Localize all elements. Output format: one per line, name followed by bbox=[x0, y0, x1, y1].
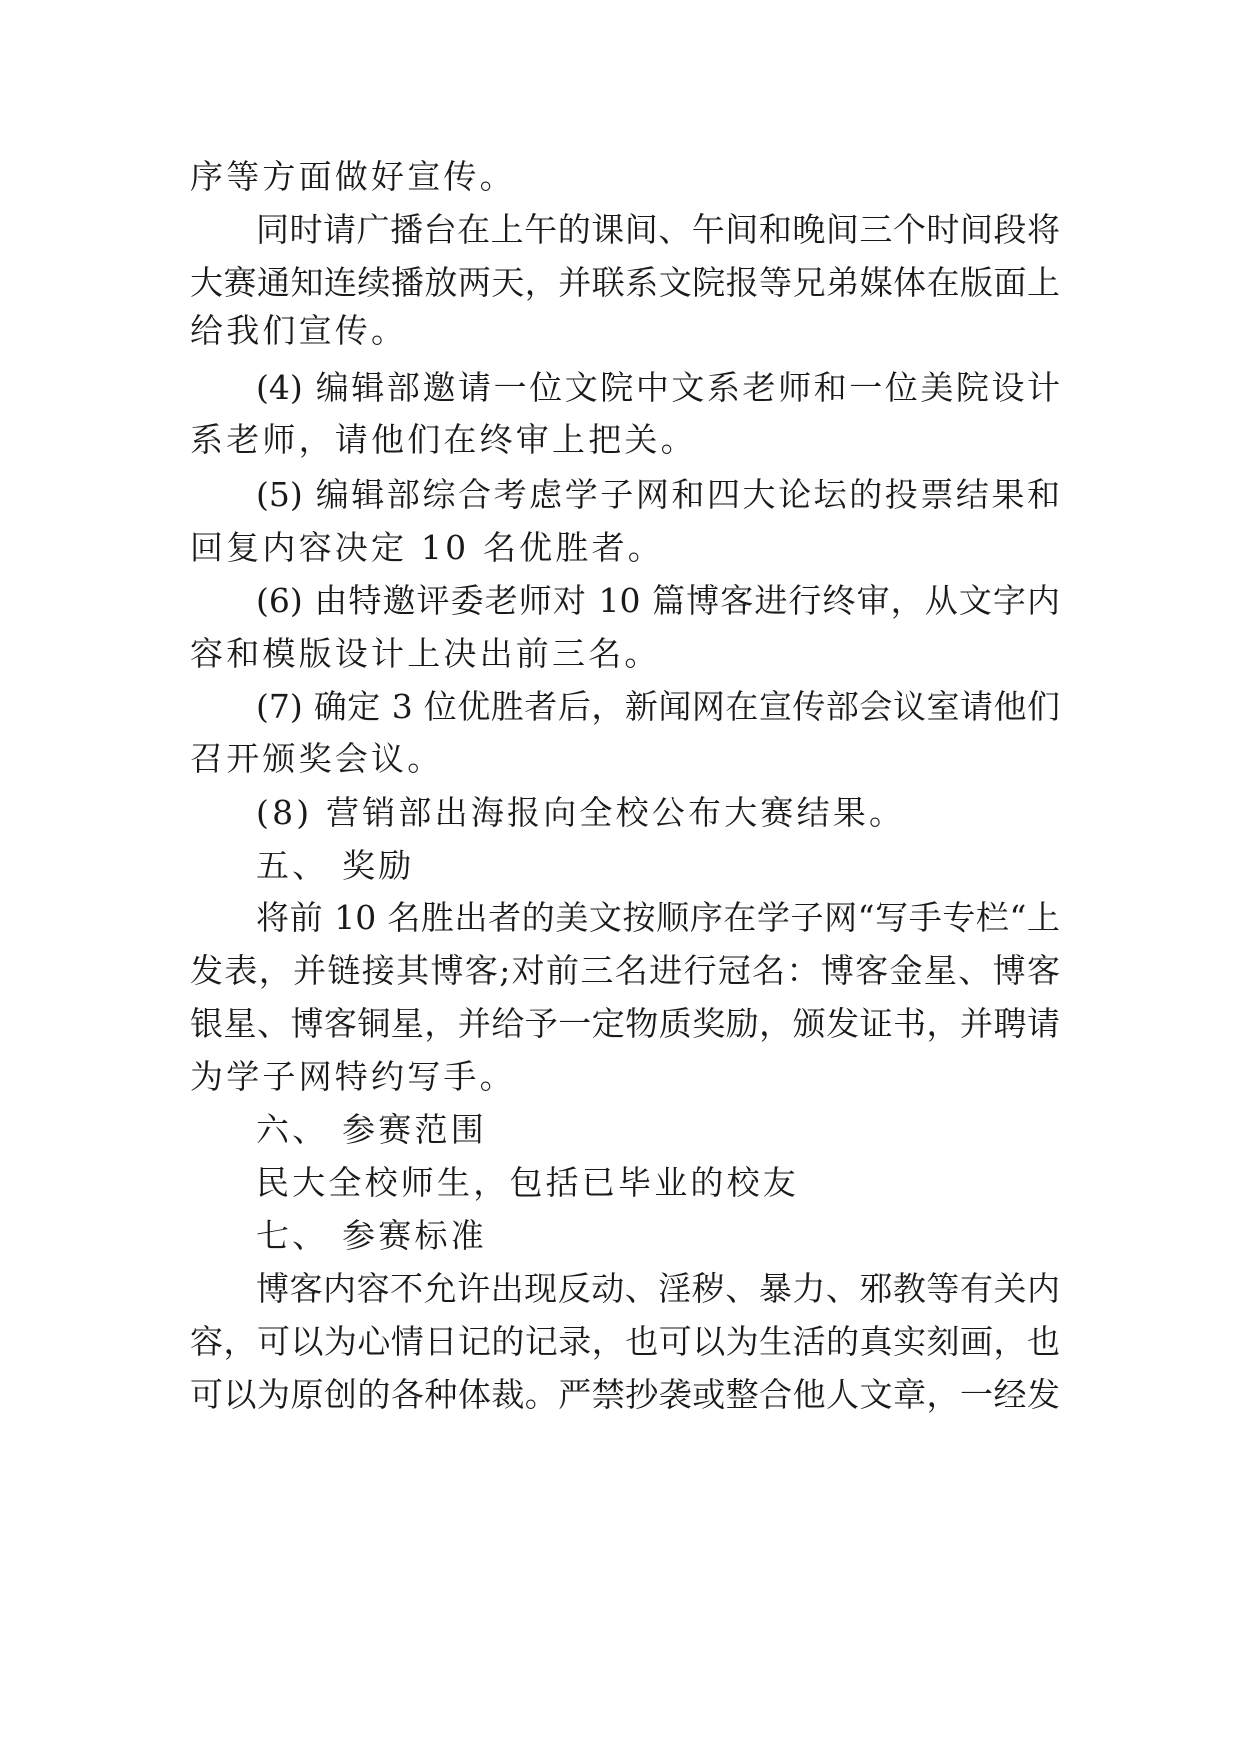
text-line: 为学子网特约写手。 bbox=[190, 1057, 516, 1096]
section-heading: 六、 参赛范围 bbox=[256, 1110, 487, 1149]
text-line: 同时请广播台在上午的课间、午间和晚间三个时间段将 bbox=[256, 210, 1060, 249]
text-line: 召开颁奖会议。 bbox=[190, 739, 444, 778]
text-line: (5) 编辑部综合考虑学子网和四大论坛的投票结果和 bbox=[256, 475, 1060, 514]
text-line: (6) 由特邀评委老师对 10 篇博客进行终审，从文字内 bbox=[256, 581, 1060, 620]
section-heading: 七、 参赛标准 bbox=[256, 1216, 487, 1255]
text-line: (8) 营销部出海报向全校公布大赛结果。 bbox=[256, 793, 906, 832]
text-line: 将前 10 名胜出者的美文按顺序在学子网“写手专栏“上 bbox=[256, 898, 1060, 937]
text-line: 给我们宣传。 bbox=[190, 311, 408, 350]
text-line: 可以为原创的各种体裁。严禁抄袭或整合他人文章，一经发 bbox=[190, 1375, 1060, 1414]
text-line: 民大全校师生，包括已毕业的校友 bbox=[256, 1163, 799, 1202]
text-line: 博客内容不允许出现反动、淫秽、暴力、邪教等有关内 bbox=[256, 1269, 1060, 1308]
text-line: 大赛通知连续播放两天，并联系文院报等兄弟媒体在版面上 bbox=[190, 263, 1060, 302]
text-line: 序等方面做好宣传。 bbox=[190, 157, 516, 196]
text-line: 发表，并链接其博客;对前三名进行冠名：博客金星、博客 bbox=[190, 951, 1060, 990]
text-line: (4) 编辑部邀请一位文院中文系老师和一位美院设计 bbox=[256, 368, 1060, 407]
text-line: (7) 确定 3 位优胜者后，新闻网在宣传部会议室请他们 bbox=[256, 687, 1060, 726]
text-line: 系老师，请他们在终审上把关。 bbox=[190, 420, 697, 459]
text-line: 银星、博客铜星，并给予一定物质奖励，颁发证书，并聘请 bbox=[190, 1004, 1060, 1043]
section-heading: 五、 奖励 bbox=[256, 846, 415, 885]
text-line: 容，可以为心情日记的记录，也可以为生活的真实刻画，也 bbox=[190, 1322, 1060, 1361]
text-line: 回复内容决定 10 名优胜者。 bbox=[190, 528, 664, 567]
text-line: 容和模版设计上决出前三名。 bbox=[190, 634, 661, 673]
